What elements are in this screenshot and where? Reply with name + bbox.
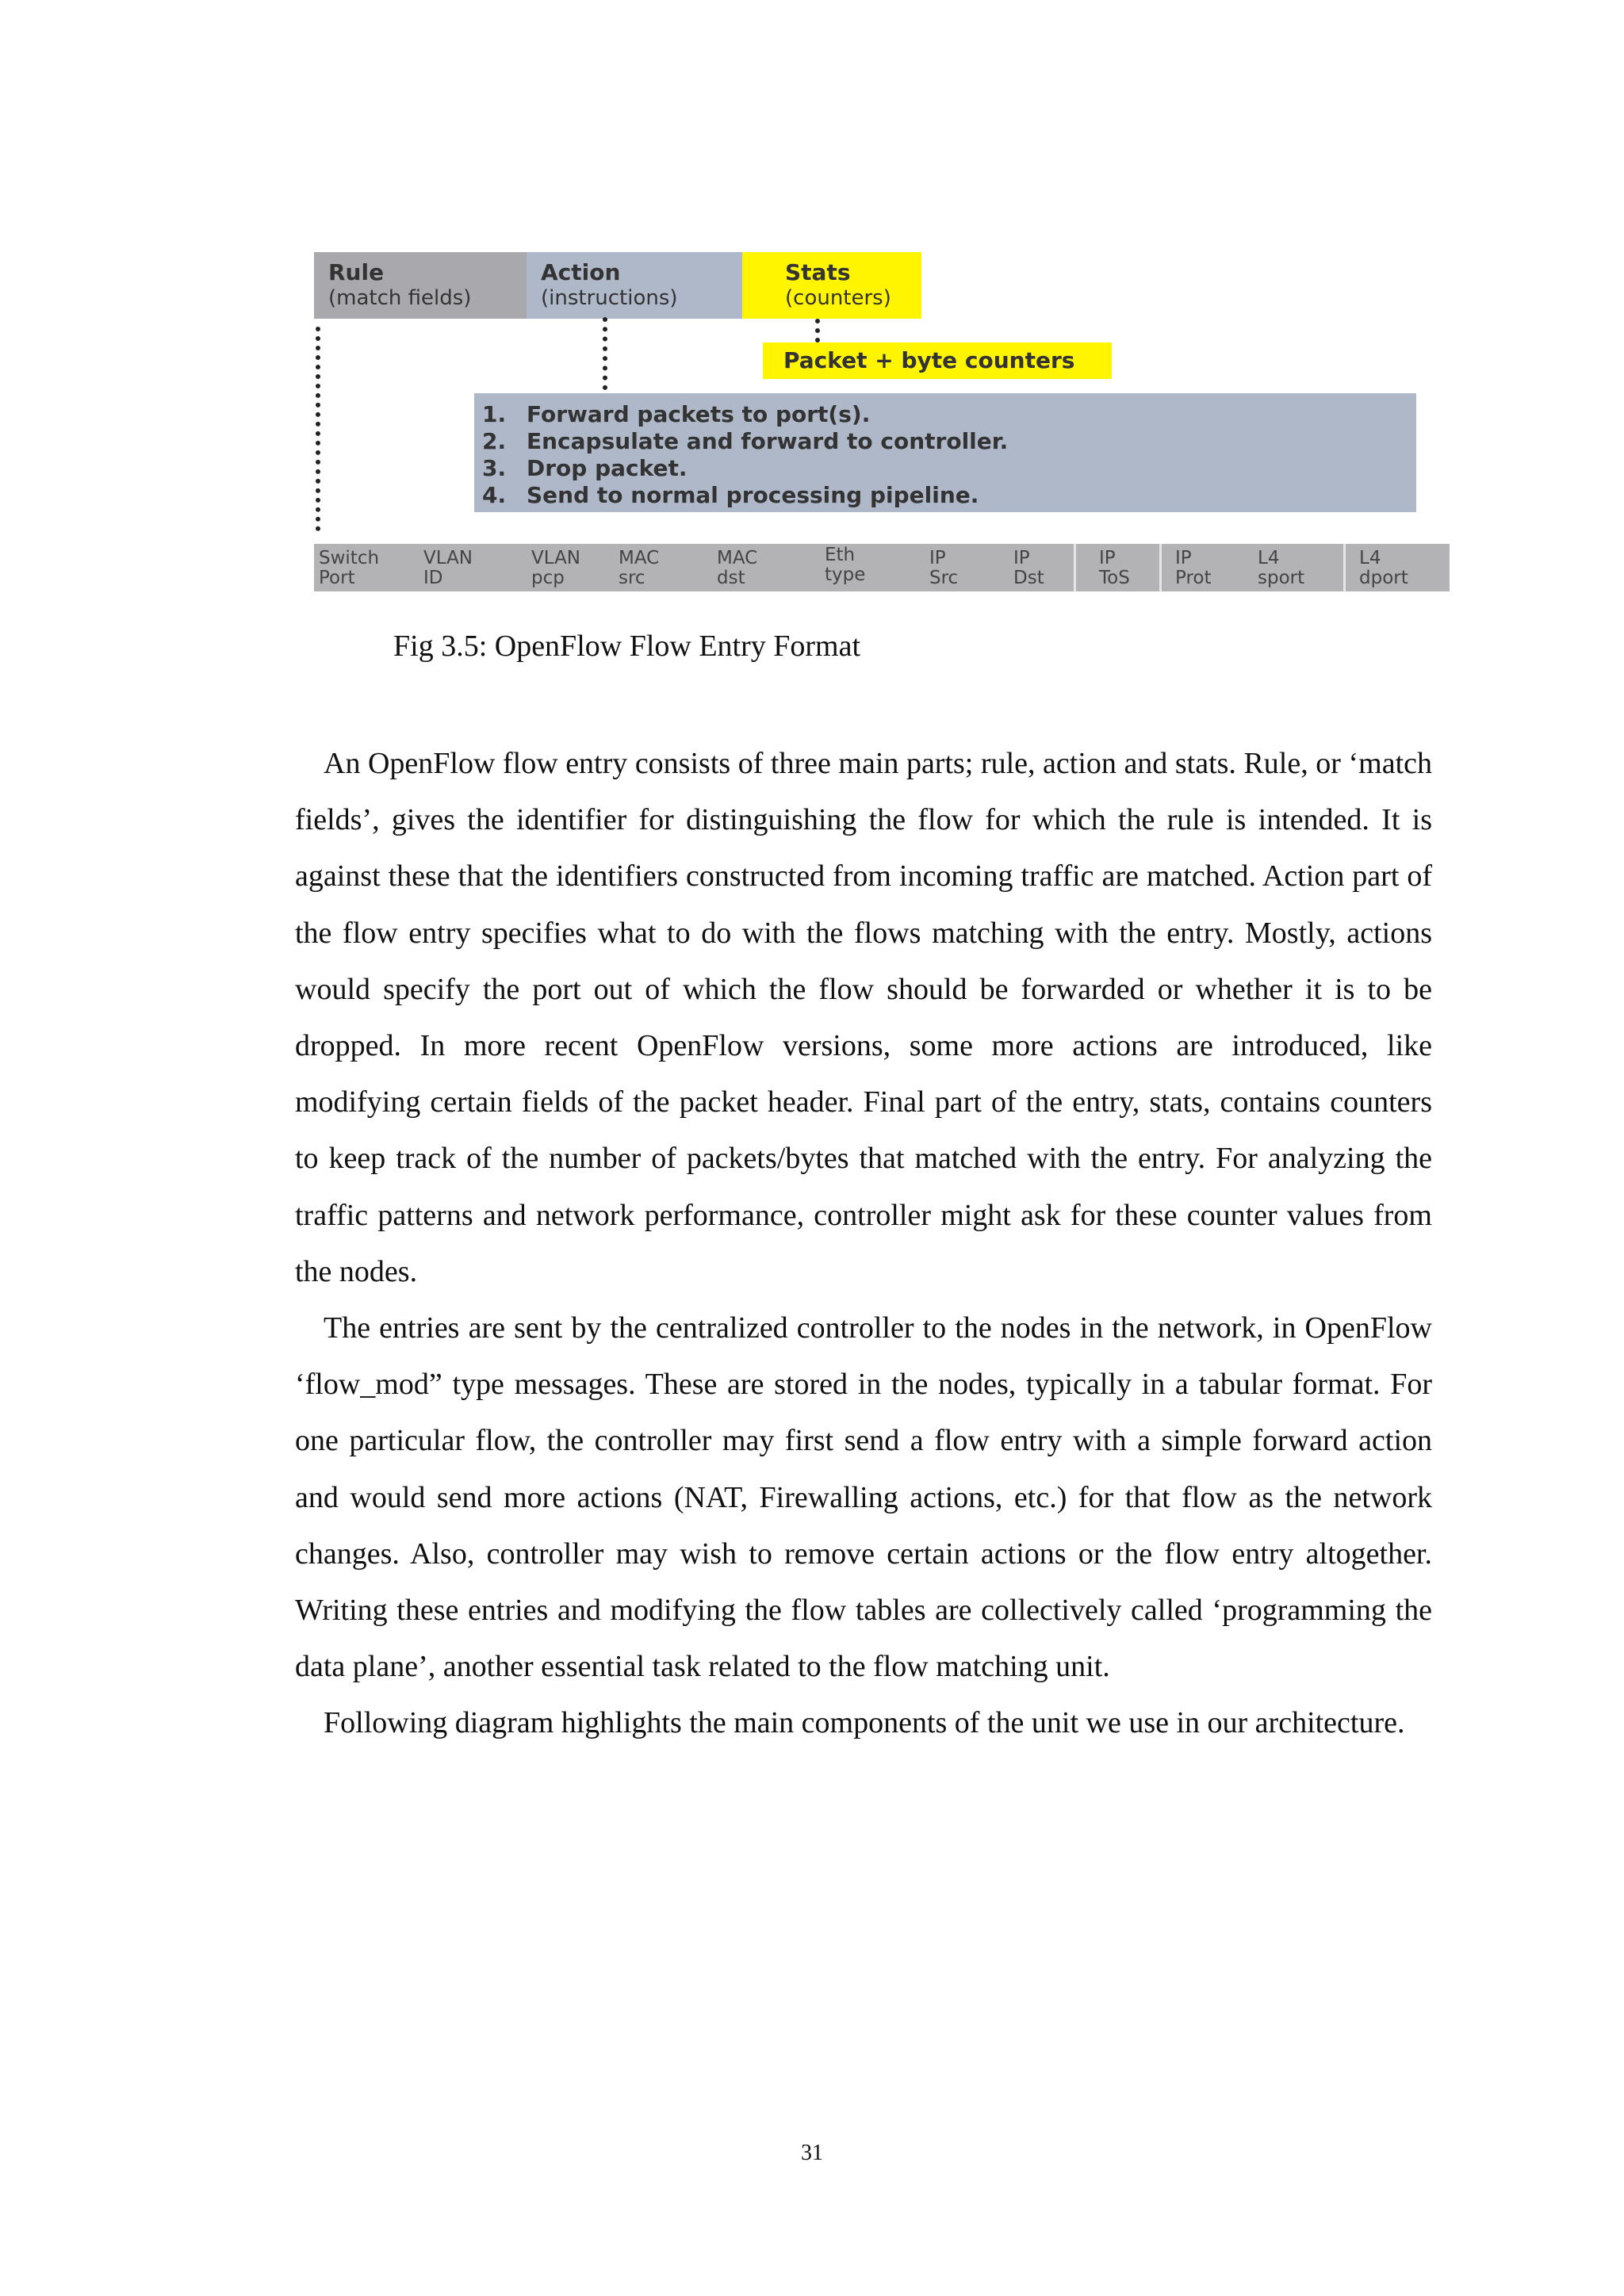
action-item-text: Drop packet. [527,455,688,481]
field-line1: MAC [619,548,660,568]
match-field [1359,549,1408,588]
field-line2: ToS [1099,568,1130,588]
field-line1: MAC [717,548,758,568]
field-line1: IP [1175,548,1192,568]
stats-title: Stats [785,259,851,285]
action-item-number: 3. [482,455,507,481]
field-line2: type [825,564,866,585]
action-item [482,455,1416,482]
field-line2: Port [319,568,355,588]
match-field [825,545,865,585]
match-field [423,549,473,588]
paragraph: Following diagram highlights the main components of the unit we use in our architecture. [324,1706,1405,1740]
field-line2: Prot [1175,568,1212,588]
action-item [482,401,1416,428]
field-divider [1074,544,1076,591]
field-line2: Dst [1013,568,1044,588]
match-field [319,549,379,588]
body-text [295,736,1432,1752]
rule-dotted-connector [316,327,320,531]
stats-subtitle: (counters) [785,286,891,310]
action-title: Action [541,259,621,285]
field-line2: dport [1359,568,1408,588]
action-item-text: Encapsulate and forward to controller. [527,428,1009,454]
action-item-text: Forward packets to port(s). [527,401,871,427]
field-line1: Eth [825,545,856,565]
action-item-number: 4. [482,482,507,508]
match-fields-bar [314,544,1450,591]
rule-header [314,252,527,319]
match-field [1013,549,1044,588]
match-field [1175,549,1212,588]
paragraph: An OpenFlow flow entry consists of three main parts; rule, action and stats. Rule, or ‘match fields’, gives the identifier for distinguishing the flow for which the rule is intended. It is against these that the identifiers constructed from incoming traffic are matched. Action part of the flow entry specifies what to do with the flows matching with the entry. Mostly, actions would specify the port out of which the flow should be forwarded or whether it is to be dropped. In more recent OpenFlow versions, some more actions are introduced, like modifying certain fields of the packet header. Final part of the entry, stats, contains counters to keep track of the number of packets/bytes that matched with the entry. For analyzing the traffic patterns and network performance, controller might ask for these counter values from the nodes. [295,747,1432,1288]
field-line1: VLAN [423,548,473,568]
figure-caption: Fig 3.5: OpenFlow Flow Entry Format [393,629,861,663]
field-line2: ID [423,568,443,588]
field-divider [1159,544,1162,591]
packet-byte-counters-box: Packet + byte counters [763,342,1112,379]
field-line2: dst [717,568,745,588]
flow-entry-figure [0,0,1624,603]
field-line1: L4 [1359,548,1381,568]
action-subtitle: (instructions) [541,286,678,310]
field-line1: Switch [319,548,380,568]
action-dotted-connector [603,317,607,390]
match-field [1258,549,1304,588]
field-line1: IP [929,548,946,568]
match-field [717,549,757,588]
paragraph: The entries are sent by the centralized controller to the nodes in the network, in OpenFlow ‘flow_mod” type messages. These are stored in the nodes, typically in a tabular format. For one particular flow, the controller may first send a flow entry with a simple forward action and would send more actions (NAT, Firewalling actions, etc.) for that flow as the network changes. Also, controller may wish to remove certain actions or the flow entry altogether. Writing these entries and modifying the flow tables are collectively called ‘programming the data plane’, another essential task related to the flow matching unit. [295,1311,1432,1684]
rule-title: Rule [328,259,385,285]
actions-list-box [474,393,1416,512]
action-item [482,428,1416,455]
field-line1: IP [1099,548,1116,568]
field-line2: pcp [531,568,565,588]
action-item-number: 1. [482,401,507,427]
field-line2: sport [1258,568,1305,588]
page-number: 31 [801,2141,823,2165]
match-field [929,549,958,588]
field-line2: src [619,568,645,588]
action-item [482,482,1416,509]
field-line1: VLAN [531,548,581,568]
field-line2: Src [929,568,959,588]
field-divider [1343,544,1346,591]
action-item-number: 2. [482,428,507,454]
action-header [527,252,742,319]
field-line1: IP [1013,548,1030,568]
action-item-text: Send to normal processing pipeline. [527,482,979,508]
field-line1: L4 [1258,548,1280,568]
match-field [619,549,659,588]
stats-header [742,252,921,319]
match-field [531,549,580,588]
match-field [1099,549,1130,588]
stats-dotted-connector [815,319,820,342]
rule-subtitle: (match fields) [328,286,472,310]
